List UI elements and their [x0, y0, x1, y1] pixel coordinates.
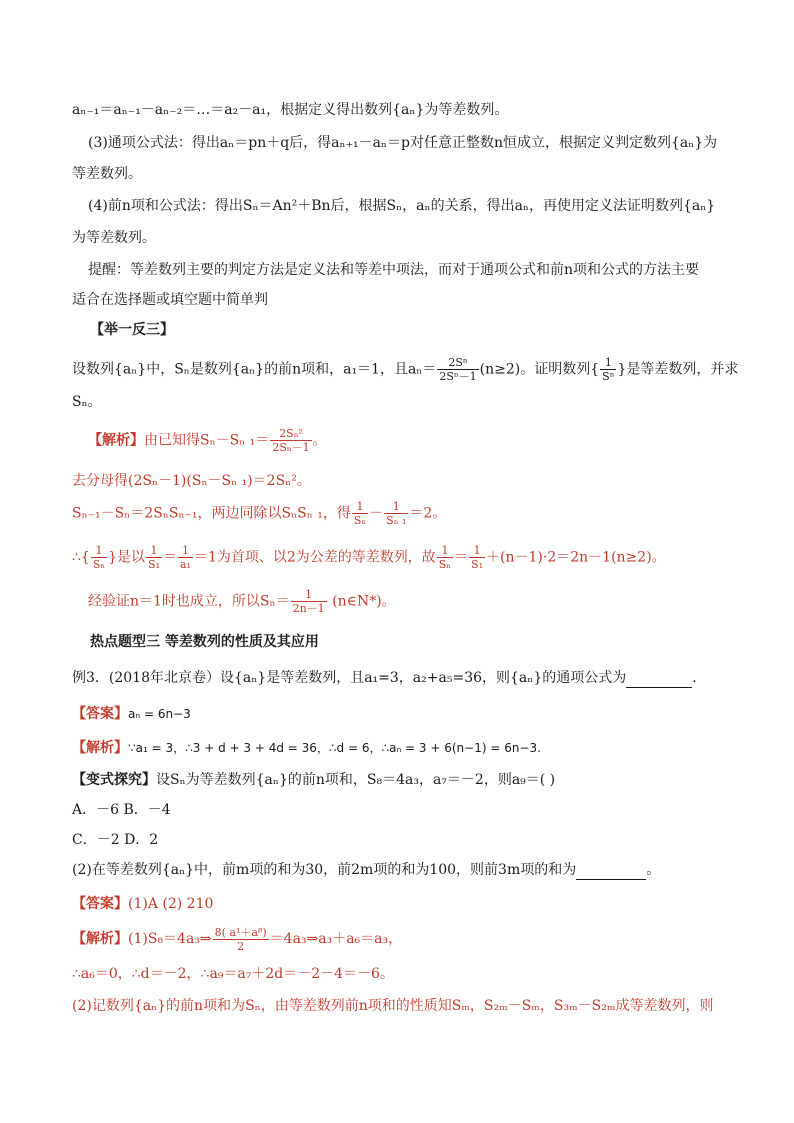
choice-line: C．－2 D．2 — [72, 832, 159, 848]
variant-tag: 【变式探究】 — [72, 772, 156, 788]
text-line: 等差数列。 — [72, 166, 142, 182]
analysis-tag: 【解析】 — [88, 432, 144, 449]
fraction: $\frac{\text{2Sₙ²}}{\text{2Sₙ－1}}$ — [272, 427, 310, 454]
answer-line: 【答案】aₙ = 6n−3 — [72, 706, 191, 722]
fraction: $\frac{\text{8( a¹＋a⁸)}}{2}$ — [214, 925, 267, 953]
fraction: $\frac{1}{\text{S₁}}$ — [471, 544, 484, 571]
text-line: Sₙ。 — [72, 394, 102, 410]
fraction: $\frac{1}{\text{Sₙ}}$ — [438, 544, 452, 571]
problem-line: 设数列{aₙ}中，Sₙ是数列{aₙ}的前n项和，a₁＝1，且aₙ＝ $\frac{\text{2Sⁿ}}{\text{2Sⁿ－1}}$ (n≥2)。证明数列{ $\frac{1}{\text{Sⁿ}}$ }是等差数列，并求 — [72, 356, 739, 383]
text-line: 适合在选择题或填空题中简单判 — [72, 292, 268, 308]
fraction: $\frac{\text{2Sⁿ}}{\text{2Sⁿ－1}}$ — [439, 356, 477, 383]
analysis-line: 经验证n＝1时也成立，所以Sₙ＝ $\frac{1}{2n-1}$ (n∈N*)。 — [88, 588, 396, 615]
problem-line: (2)在等差数列{aₙ}中，前m项的和为30，前2m项的和为100，则前3m项的和为 。 — [72, 862, 661, 878]
analysis-tag: 【解析】 — [72, 740, 128, 756]
text-line: 为等差数列。 — [72, 230, 156, 246]
analysis-line: Sₙ₋₁－Sₙ＝2SₙSₙ₋₁，两边同除以SₙSₙ ₁，得 $\frac{1}{\text{Sₙ}}$ － $\frac{1}{\text{Sₙ ₁}}$ ＝2。 — [72, 500, 447, 527]
analysis-line: 去分母得(2Sₙ－1)(Sₙ－Sₙ ₁)＝2Sₙ²。 — [72, 473, 311, 489]
answer-tag: 【答案】 — [72, 896, 128, 912]
fraction: $\frac{1}{\text{Sₙ ₁}}$ — [386, 500, 407, 527]
fraction: $\frac{1}{\text{Sₙ}}$ — [353, 500, 367, 527]
fraction: $\frac{1}{\text{Sⁿ}}$ — [602, 356, 615, 383]
answer-line: 【答案】(1)A (2) 210 — [72, 896, 214, 912]
fraction: $\frac{1}{2n-1}$ — [292, 588, 325, 615]
answer-blank — [626, 673, 692, 688]
fraction: $\frac{1}{\text{a₁}}$ — [180, 544, 191, 571]
fraction: $\frac{1}{\text{S₁}}$ — [148, 544, 160, 571]
fraction: $\frac{1}{\text{Sₙ}}$ — [92, 544, 106, 571]
analysis-line: ∴{ $\frac{1}{\text{Sₙ}}$ }是以 $\frac{1}{\text{S₁}}$ ＝ $\frac{1}{\text{a₁}}$ ＝1为首项、以2为公差的等差数列，故 $\frac{1}{\text{Sₙ}}$ ＝ $\frac{1}{\text{S₁}}$ ＋(n－1)·2＝2n－1(n≥2)。 — [72, 544, 666, 571]
answer-tag: 【答案】 — [72, 706, 128, 722]
analysis-line: ∴a₆＝0，∴d＝－2，∴a₉＝a₇＋2d＝－2－4＝－6。 — [72, 966, 394, 982]
analysis-line: 【解析】由已知得Sₙ－Sₙ ₁＝ $\frac{\text{2Sₙ²}}{\text{2Sₙ－1}}$ 。 — [88, 427, 327, 454]
choice-line: A．－6 B．－4 — [72, 802, 171, 818]
text-line: aₙ₋₁＝aₙ₋₁－aₙ₋₂＝…＝a₂－a₁，根据定义得出数列{aₙ}为等差数列。 — [72, 102, 509, 118]
text-line: (3)通项公式法：得出aₙ＝pn＋q后，得aₙ₊₁－aₙ＝p对任意正整数n恒成立，根据定义判定数列{aₙ}为 — [88, 135, 718, 151]
analysis-line: 【解析】(1)S₈＝4a₃⇒ $\frac{\text{8( a¹＋a⁸)}}{2}$ ＝4a₃⇒a₃＋a₆＝a₃， — [72, 925, 403, 953]
text-line: 提醒：等差数列主要的判定方法是定义法和等差中项法，而对于通项公式和前n项和公式的方法主要 — [88, 262, 700, 278]
section-heading: 【举一反三】 — [90, 322, 174, 338]
example-line: 例3．(2018年北京卷）设{aₙ}是等差数列，且a₁=3，a₂+a₅=36，则{aₙ}的通项公式为 ． — [72, 670, 707, 686]
analysis-line: (2)记数列{aₙ}的前n项和为Sₙ，由等差数列前n项和的性质知Sₘ，S₂ₘ－Sₘ，S₃ₘ－S₂ₘ成等差数列，则 — [72, 998, 714, 1014]
section-heading: 热点题型三 等差数列的性质及其应用 — [90, 634, 319, 650]
answer-blank — [576, 865, 646, 880]
variant-line: 【变式探究】设Sₙ为等差数列{aₙ}的前n项和，S₈＝4a₃，a₇＝－2，则a₉＝( ) — [72, 772, 556, 788]
text-line: (4)前n项和公式法：得出Sₙ＝An²＋Bn后，根据Sₙ，aₙ的关系，得出aₙ，再使用定义法证明数列{aₙ} — [88, 198, 716, 214]
analysis-tag: 【解析】 — [72, 931, 128, 947]
analysis-line: 【解析】∵a₁ = 3，∴3 + d + 3 + 4d = 36，∴d = 6，∴aₙ = 3 + 6(n−1) = 6n−3. — [72, 740, 541, 756]
